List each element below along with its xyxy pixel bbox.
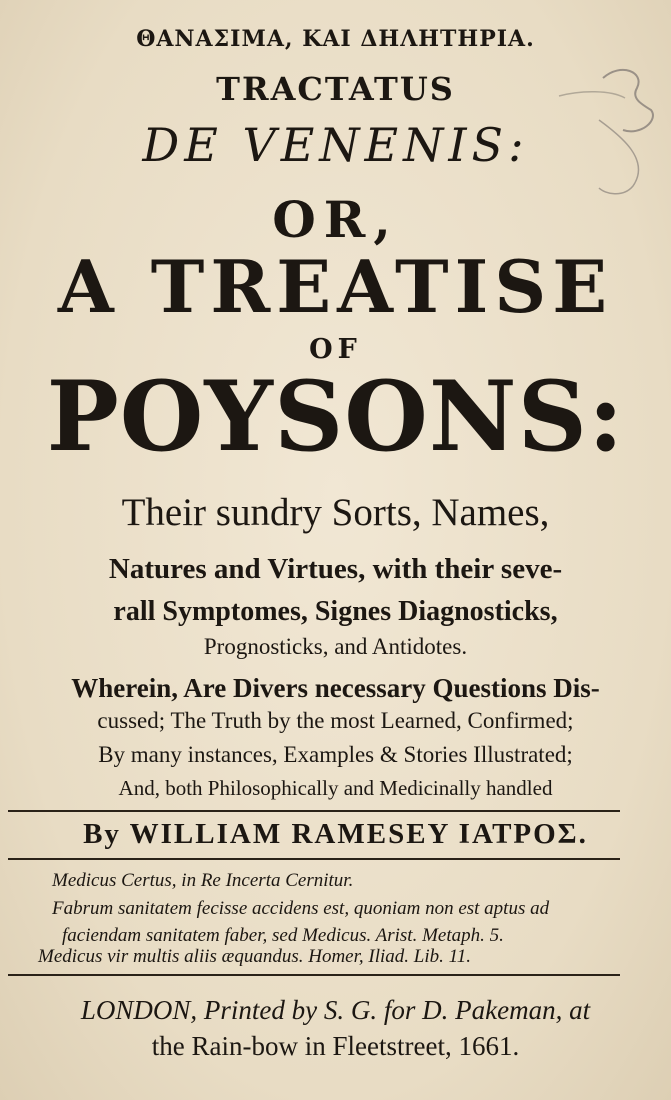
tractatus-heading: TRACTATUS [216, 70, 455, 108]
imprint-line-2: the Rain-bow in Fleetstreet, 1661. [151, 1031, 520, 1061]
poysons-heading: POYSONS: [46, 360, 625, 473]
quote-line-1: Medicus Certus, in Re Incerta Cernitur. [52, 870, 354, 891]
subtitle-line-2: Natures and Virtues, with their seve- [108, 553, 563, 585]
author-line: By WILLIAM RAMESEY ΙΑΤΡΟΣ. [83, 818, 588, 850]
subtitle-line-1: Their sundry Sorts, Names, [121, 491, 550, 534]
wherein-line-3: By many instances, Examples & Stories Illustrated; [98, 742, 573, 767]
wherein-line-1: Wherein, Are Divers necessary Questions Dis- [71, 673, 600, 703]
quote-divider [8, 974, 620, 976]
quote-line-2: Fabrum sanitatem fecisse accidens est, quoniam non est aptus ad [52, 898, 550, 919]
author-divider [8, 858, 620, 860]
subtitle-line-3: rall Symptomes, Signes Diagnosticks, [113, 596, 558, 627]
quote-line-3: faciendam sanitatem faber, sed Medicus. Arist. Metaph. 5. [62, 925, 504, 946]
quote-line-4: Medicus vir multis aliis æquandus. Homer, Iliad. Lib. 11. [38, 946, 471, 967]
of-heading: OF [309, 334, 362, 365]
de-venenis-heading: DE VENENIS: [142, 118, 529, 172]
imprint-line-1: LONDON, Printed by S. G. for D. Pakeman, at [80, 995, 591, 1025]
subtitle-line-4: Prognosticks, and Antidotes. [203, 634, 468, 659]
top-divider [8, 810, 620, 812]
wherein-line-2: cussed; The Truth by the most Learned, Confirmed; [97, 708, 574, 733]
wherein-line-4: And, both Philosophically and Medicinally handled [118, 776, 553, 800]
greek-title: ΘΑΝΑΣΙΜΑ, ΚΑΙ ΔΗΛΗΤΗΡΙΑ. [136, 26, 535, 52]
or-heading: OR, [272, 190, 399, 249]
a-treatise-heading: A TREATISE [57, 244, 614, 329]
